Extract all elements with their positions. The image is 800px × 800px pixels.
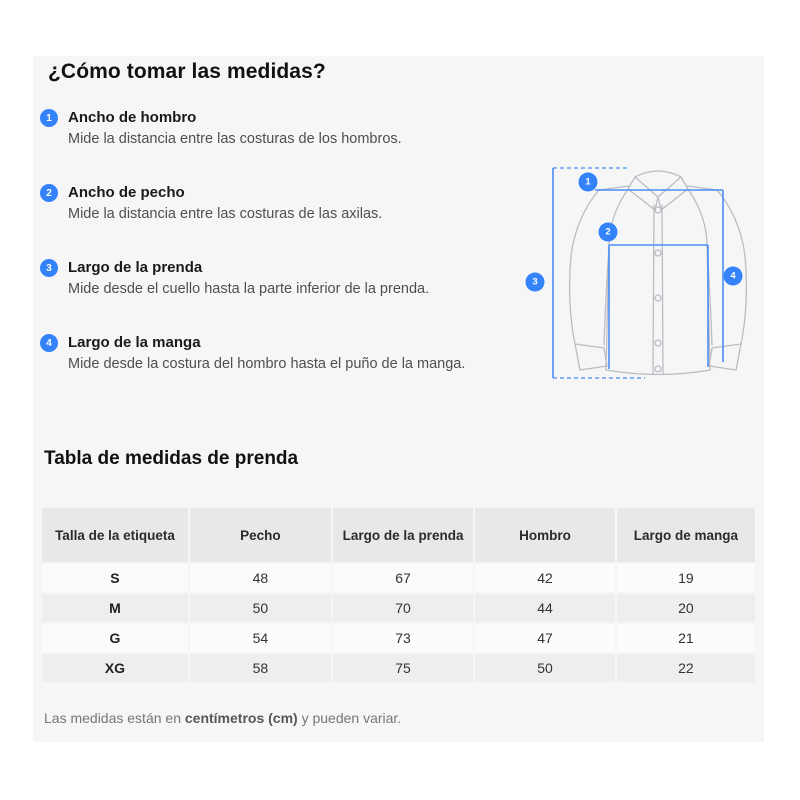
step-1-badge: 1 <box>40 109 58 127</box>
shirt-outline-icon <box>570 171 747 375</box>
value-cell: 75 <box>333 654 473 682</box>
step-3-badge: 3 <box>40 259 58 277</box>
instruction-description: Mide desde la costura del hombro hasta el puño de la manga. <box>68 356 466 372</box>
footnote-suffix: y pueden variar. <box>297 710 402 726</box>
instruction-label: Ancho de hombro <box>68 109 197 126</box>
column-header-size-label: Talla de la etiqueta <box>42 508 188 562</box>
table-row-m <box>42 594 755 622</box>
value-cell: 21 <box>617 624 755 652</box>
instruction-item-3 <box>40 258 490 299</box>
size-cell: M <box>42 594 188 622</box>
footnote-unit: centímetros (cm) <box>184 710 298 726</box>
instruction-item-2 <box>40 183 490 224</box>
measure-guide-dashed <box>553 168 645 378</box>
table-row-s <box>42 564 755 592</box>
value-cell: 48 <box>190 564 331 592</box>
value-cell: 58 <box>190 654 331 682</box>
table-section-title: Tabla de medidas de prenda <box>44 448 299 469</box>
instruction-description: Mide la distancia entre las costuras de las axilas. <box>68 206 383 222</box>
marker-2-label: 2 <box>605 226 611 238</box>
value-cell: 54 <box>190 624 331 652</box>
instruction-description: Mide desde el cuello hasta la parte inferior de la prenda. <box>68 281 430 297</box>
size-guide-card <box>33 56 764 742</box>
marker-4-label: 4 <box>730 270 736 282</box>
instruction-item-1 <box>40 108 490 149</box>
value-cell: 20 <box>617 594 755 622</box>
column-header-shoulder: Hombro <box>475 508 615 562</box>
column-header-garment-length: Largo de la prenda <box>333 508 473 562</box>
value-cell: 50 <box>475 654 615 682</box>
value-cell: 19 <box>617 564 755 592</box>
value-cell: 50 <box>190 594 331 622</box>
measure-line-chest <box>609 245 708 369</box>
instruction-item-4 <box>40 333 490 374</box>
shirt-diagram-svg <box>525 148 775 400</box>
size-cell: G <box>42 624 188 652</box>
footnote-prefix: Las medidas están en <box>44 710 185 726</box>
step-4-badge: 4 <box>40 334 58 352</box>
value-cell: 22 <box>617 654 755 682</box>
instruction-description: Mide la distancia entre las costuras de los hombros. <box>68 131 402 147</box>
marker-3-label: 3 <box>532 276 538 288</box>
page-title: ¿Cómo tomar las medidas? <box>48 60 326 83</box>
table-row-xg <box>42 654 755 682</box>
marker-1-label: 1 <box>585 176 591 188</box>
footnote <box>44 710 401 726</box>
measurement-lines <box>553 168 723 378</box>
value-cell: 42 <box>475 564 615 592</box>
value-cell: 70 <box>333 594 473 622</box>
instruction-label: Ancho de pecho <box>68 184 185 201</box>
table-row-g <box>42 624 755 652</box>
value-cell: 67 <box>333 564 473 592</box>
size-cell: S <box>42 564 188 592</box>
column-header-chest: Pecho <box>190 508 331 562</box>
instruction-label: Largo de la prenda <box>68 259 203 276</box>
value-cell: 44 <box>475 594 615 622</box>
shirt-measurement-diagram <box>525 148 775 400</box>
value-cell: 47 <box>475 624 615 652</box>
size-cell: XG <box>42 654 188 682</box>
table-header-row <box>42 508 755 562</box>
measurement-instructions <box>40 108 490 408</box>
size-table <box>40 506 757 684</box>
value-cell: 73 <box>333 624 473 652</box>
instruction-label: Largo de la manga <box>68 334 201 351</box>
step-2-badge: 2 <box>40 184 58 202</box>
column-header-sleeve-length: Largo de manga <box>617 508 755 562</box>
